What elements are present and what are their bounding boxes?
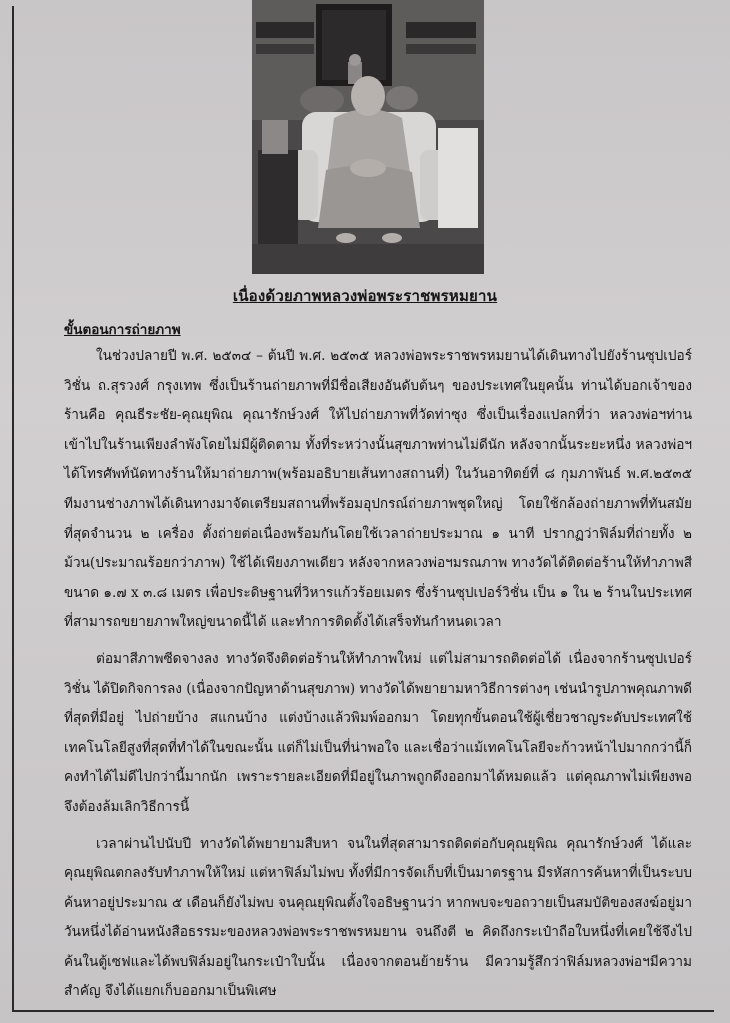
paragraph-3-text: เวลาผ่านไปนับปี ทางวัดได้พยายามสืบหา จนในที่สุดสามารถติดต่อกับคุณยุพิณ คุณารักษ์วงศ์ ได้และคุณยุพิณตกลงรับทำภาพให้ใหม่ แต่หาฟิล์มไม่พบ ทั้งที่มีการจัดเก็บที่เป็นมาตรฐาน มีรหัสการค้นหาที่เป็นระบบ ค้นหาอยู่ประมาณ ๕ เดือนก็ยังไม่พบ จนคุณยุพิณตั้งใจอธิษฐานว่า หากพบจะขอถวายเป็นสมบัติของสงฆ์อยู่มาวันหนึ่งได้อ่านหนังสือธรรมะของหลวงพ่อพระราชพรหมยาน จนถึงตี ๒ คิดถึงกระเป๋าถือใบหนึ่งที่เคยใช้จึงไปค้นในตู้เซฟและได้พบฟิล์มอยู่ในกระเป๋าใบนั้น เนื่องจากตอนย้ายร้าน มีความรู้สึกว่าฟิล์มหลวงพ่อฯมีความสำคัญ จึงได้แยกเก็บออกมาเป็นพิเศษ [64, 835, 692, 1000]
paragraph-2-text: ต่อมาสีภาพซีดจางลง ทางวัดจึงติดต่อร้านให้ทำภาพใหม่ แต่ไม่สามารถติดต่อได้ เนื่องจากร้านซุปเปอร์วิชั่น ได้ปิดกิจการลง (เนื่องจากปัญหาด้านสุขภาพ) ทางวัดได้พยายามหาวิธีการต่างๆ เช่นนำรูปภาพคุณภาพดีที่สุดที่มีอยู่ ไปถ่ายบ้าง สแกนบ้าง แต่งบ้างแล้วพิมพ์ออกมา โดยทุกขั้นตอนใช้ผู้เชี่ยวชาญระดับประเทศใช้เทคโนโลยีสูงที่สุดที่ทำได้ในขณะนั้น แต่ก็ไม่เป็นที่น่าพอใจ และเชื่อว่าแม้เทคโนโลยีจะก้าวหน้าไปมากกว่านี้ก็คงทำได้ไม่ดีไปกว่านี้มากนัก เพราะรายละเอียดที่มีอยู่ในภาพถูกดึงออกมาได้หมดแล้ว แต่คุณภาพไม่เพียงพอจึงต้องล้มเลิกวิธีการนี้ [64, 650, 692, 815]
section-heading: ขั้นตอนการถ่ายภาพ [64, 322, 181, 338]
document-title: เนื่องด้วยภาพหลวงพ่อพระราชพรหมยาน [232, 287, 498, 305]
monk-portrait-photo [252, 0, 484, 274]
article-body [64, 342, 692, 1007]
paragraph-1 [64, 342, 692, 638]
paragraph-3 [64, 830, 692, 1008]
paragraph-2 [64, 645, 692, 823]
paragraph-1-text: ในช่วงปลายปี พ.ศ. ๒๕๓๔ – ต้นปี พ.ศ. ๒๕๓๕ หลวงพ่อพระราชพรหมยานได้เดินทางไปยังร้านซุปเปอร์วิชั่น ถ.สุรวงศ์ กรุงเทพ ซึ่งเป็นร้านถ่ายภาพที่มีชื่อเสียงอันดับต้นๆ ของประเทศในยุคนั้น ท่านได้บอกเจ้าของร้านคือ คุณธีระชัย-คุณยุพิณ คุณารักษ์วงศ์ ให้ไปถ่ายภาพที่วัดท่าซุง ซึ่งเป็นเรื่องแปลกที่ว่า หลวงพ่อฯท่านเข้าไปในร้านเพียงลำพังโดยไม่มีผู้ติดตาม ทั้งที่ระหว่างนั้นสุขภาพท่านไม่ดีนัก หลังจากนั้นระยะหนึ่ง หลวงพ่อฯได้โทรศัพท์นัดทางร้านให้มาถ่ายภาพ(พร้อมอธิบายเส้นทางสถานที่) ในวันอาทิตย์ที่ ๘ กุมภาพันธ์ พ.ศ.๒๕๓๕ ทีมงานช่างภาพได้เดินทางมาจัดเตรียมสถานที่พร้อมอุปกรณ์ถ่ายภาพชุดใหญ่ โดยใช้กล้องถ่ายภาพที่ทันสมัยที่สุดจำนวน ๒ เครื่อง ตั้งถ่ายต่อเนื่องพร้อมกันโดยใช้เวลาถ่ายประมาณ ๑ นาที ปรากฏว่าฟิล์มที่ถ่ายทั้ง ๒ ม้วน(ประมาณร้อยกว่าภาพ) ใช้ได้เพียงภาพเดียว หลังจากหลวงพ่อฯมรณภาพ ทางวัดได้ติดต่อร้านให้ทำภาพสีขนาด ๑.๗ x ๓.๘ เมตร เพื่อประดิษฐานที่วิหารแก้วร้อยเมตร ซึ่งร้านซุปเปอร์วิชั่น เป็น ๑ ใน ๒ ร้านในประเทศที่สามารถขยายภาพใหญ่ขนาดนี้ได้ และทำการติดตั้งได้เสร็จทันกำหนดเวลา [64, 348, 692, 631]
